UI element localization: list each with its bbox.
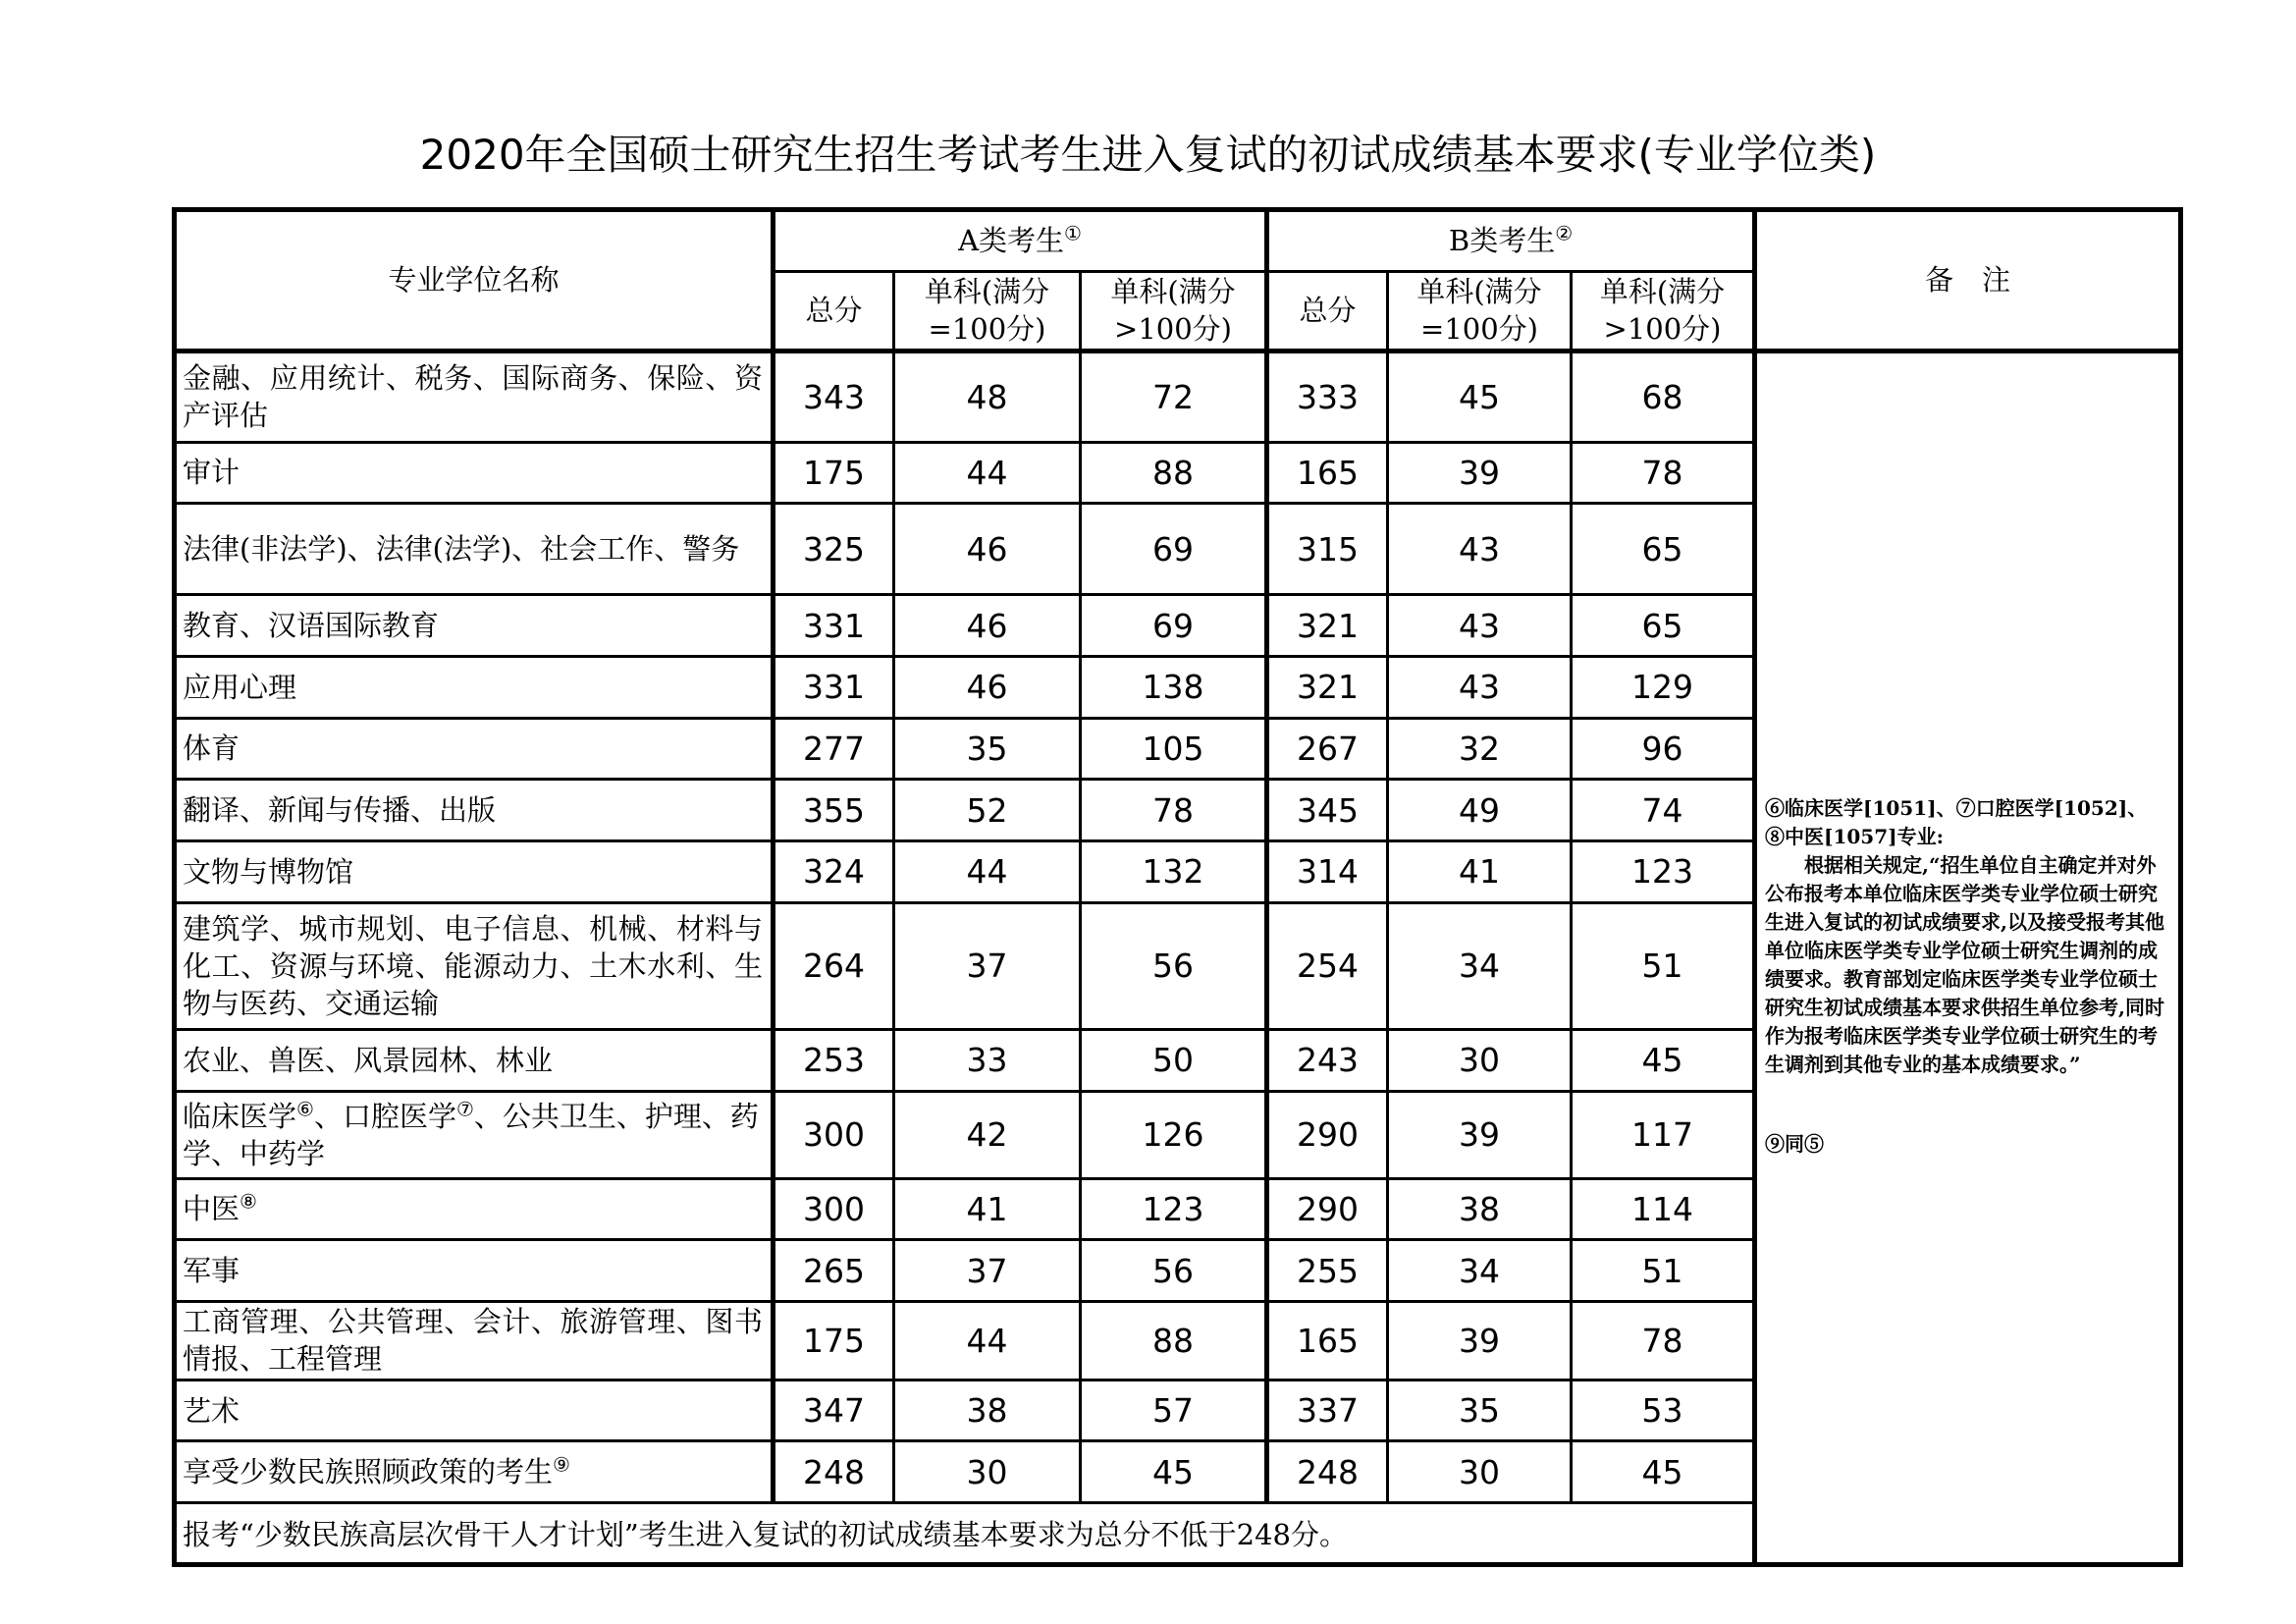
header-a-single-100 [894, 271, 1081, 351]
row-degree-name: 体育 [175, 718, 774, 780]
score-a-single-gt100: 88 [1081, 1301, 1267, 1380]
score-b-total: 321 [1267, 656, 1388, 718]
score-b-single-gt100: 123 [1572, 840, 1755, 902]
group-a-label: A类考生 [958, 224, 1065, 258]
row-degree-name: 建筑学、城市规划、电子信息、机械、材料与化工、资源与环境、能源动力、土木水利、生物与医药、交通运输 [175, 902, 774, 1029]
score-b-total: 321 [1267, 595, 1388, 657]
score-a-single-100: 52 [894, 780, 1081, 841]
score-a-single-100: 48 [894, 351, 1081, 442]
score-a-single-gt100: 123 [1081, 1178, 1267, 1240]
row-degree-name: 教育、汉语国际教育 [175, 595, 774, 657]
score-b-single-gt100: 65 [1572, 504, 1755, 595]
header-a-single-gt100-line1: 单科(满分 [1110, 275, 1236, 309]
score-b-total: 333 [1267, 351, 1388, 442]
header-group-a [774, 210, 1267, 272]
name-text: 、口腔医学 [313, 1099, 456, 1133]
score-a-single-100: 44 [894, 442, 1081, 504]
score-a-single-gt100: 78 [1081, 780, 1267, 841]
footnote-mark: ⑦ [455, 1096, 474, 1120]
score-b-single-gt100: 114 [1572, 1178, 1755, 1240]
score-a-single-gt100: 132 [1081, 840, 1267, 902]
score-a-single-gt100: 138 [1081, 656, 1267, 718]
score-a-total: 325 [774, 504, 894, 595]
header-b-total: 总分 [1267, 271, 1388, 351]
score-b-single-gt100: 45 [1572, 1029, 1755, 1091]
row-degree-name [175, 1091, 774, 1178]
score-a-single-gt100: 45 [1081, 1441, 1267, 1503]
score-a-single-100: 44 [894, 1301, 1081, 1380]
name-text: 享受少数民族照顾政策的考生 [183, 1455, 554, 1489]
score-a-total: 253 [774, 1029, 894, 1091]
score-b-single-gt100: 45 [1572, 1441, 1755, 1503]
score-a-single-gt100: 69 [1081, 504, 1267, 595]
row-degree-name: 金融、应用统计、税务、国际商务、保险、资产评估 [175, 351, 774, 442]
remarks-text [1757, 757, 2178, 1159]
score-b-single-gt100: 96 [1572, 718, 1755, 780]
score-a-single-100: 38 [894, 1380, 1081, 1441]
score-b-single-100: 41 [1388, 840, 1572, 902]
score-a-total: 324 [774, 840, 894, 902]
score-a-single-100: 37 [894, 902, 1081, 1029]
score-b-single-gt100: 74 [1572, 780, 1755, 841]
group-b-footnote-mark: ② [1555, 221, 1574, 245]
row-degree-name: 翻译、新闻与传播、出版 [175, 780, 774, 841]
score-a-single-100: 35 [894, 718, 1081, 780]
score-b-single-100: 49 [1388, 780, 1572, 841]
score-a-single-gt100: 88 [1081, 442, 1267, 504]
score-a-single-100: 33 [894, 1029, 1081, 1091]
score-a-single-gt100: 126 [1081, 1091, 1267, 1178]
footnote-mark: ⑥ [296, 1096, 314, 1120]
footer-note: 报考“少数民族高层次骨干人才计划”考生进入复试的初试成绩基本要求为总分不低于248分。 [175, 1503, 1755, 1565]
score-b-single-100: 34 [1388, 1240, 1572, 1302]
name-text: 、公共卫生、护理、药学、中药学 [183, 1099, 759, 1170]
row-degree-name: 审计 [175, 442, 774, 504]
header-name-col: 专业学位名称 [175, 210, 774, 352]
row-degree-name: 应用心理 [175, 656, 774, 718]
score-b-single-gt100: 129 [1572, 656, 1755, 718]
score-a-single-gt100: 105 [1081, 718, 1267, 780]
score-b-total: 255 [1267, 1240, 1388, 1302]
score-b-total: 345 [1267, 780, 1388, 841]
score-a-total: 175 [774, 1301, 894, 1380]
score-b-single-100: 39 [1388, 1301, 1572, 1380]
row-degree-name: 军事 [175, 1240, 774, 1302]
header-b-single-gt100-line2: >100分) [1603, 312, 1722, 347]
score-a-total: 347 [774, 1380, 894, 1441]
score-b-total: 254 [1267, 902, 1388, 1029]
header-group-b [1267, 210, 1755, 272]
score-b-single-100: 45 [1388, 351, 1572, 442]
score-a-single-gt100: 72 [1081, 351, 1267, 442]
score-b-total: 267 [1267, 718, 1388, 780]
score-b-total: 315 [1267, 504, 1388, 595]
score-b-single-100: 43 [1388, 595, 1572, 657]
score-a-total: 277 [774, 718, 894, 780]
header-a-single-100-line1: 单科(满分 [924, 275, 1050, 309]
score-b-single-gt100: 51 [1572, 1240, 1755, 1302]
score-b-total: 314 [1267, 840, 1388, 902]
group-b-label: B类考生 [1448, 224, 1556, 258]
score-b-total: 290 [1267, 1091, 1388, 1178]
footnote-mark: ⑧ [240, 1189, 257, 1214]
score-b-single-gt100: 65 [1572, 595, 1755, 657]
score-table [172, 207, 2183, 1567]
score-b-single-gt100: 78 [1572, 1301, 1755, 1380]
score-b-total: 248 [1267, 1441, 1388, 1503]
score-a-total: 355 [774, 780, 894, 841]
score-a-single-gt100: 56 [1081, 902, 1267, 1029]
score-b-single-gt100: 53 [1572, 1380, 1755, 1441]
score-b-single-100: 39 [1388, 442, 1572, 504]
row-degree-name [175, 1178, 774, 1240]
score-a-single-100: 46 [894, 656, 1081, 718]
score-a-total: 248 [774, 1441, 894, 1503]
score-a-total: 264 [774, 902, 894, 1029]
score-b-single-gt100: 78 [1572, 442, 1755, 504]
score-b-single-100: 34 [1388, 902, 1572, 1029]
score-a-single-100: 41 [894, 1178, 1081, 1240]
score-a-single-gt100: 50 [1081, 1029, 1267, 1091]
score-b-single-100: 43 [1388, 656, 1572, 718]
score-a-total: 265 [774, 1240, 894, 1302]
score-a-single-100: 30 [894, 1441, 1081, 1503]
score-a-total: 343 [774, 351, 894, 442]
score-a-single-100: 46 [894, 504, 1081, 595]
header-a-single-gt100-line2: >100分) [1114, 312, 1232, 347]
remark-body: 根据相关规定,“招生单位自主确定并对外公布报考本单位临床医学类专业学位硕士研究生进入复试的初试成绩要求,以及接受报考其他单位临床医学类专业学位硕士研究生调剂的成绩要求。教育部划定临床医学类专业学位硕士研究生初试成绩基本要求供招生单位参考,同时作为报考临床医学类专业学位硕士研究生的考生调剂到其他专业的基本成绩要求。” [1765, 852, 2164, 1076]
name-text: 临床医学 [183, 1099, 297, 1133]
row-degree-name [175, 1441, 774, 1503]
score-a-single-100: 42 [894, 1091, 1081, 1178]
score-b-single-100: 30 [1388, 1029, 1572, 1091]
remarks-cell [1755, 351, 2181, 1564]
remark-line2: ⑨同⑤ [1765, 1131, 1825, 1156]
header-a-single-100-line2: =100分) [928, 312, 1046, 347]
score-b-total: 165 [1267, 1301, 1388, 1380]
score-b-total: 337 [1267, 1380, 1388, 1441]
header-b-single-gt100-line1: 单科(满分 [1599, 275, 1726, 309]
score-b-single-gt100: 117 [1572, 1091, 1755, 1178]
score-a-single-100: 37 [894, 1240, 1081, 1302]
remark-line1: ⑥临床医学[1051]、⑦口腔医学[1052]、⑧中医[1057]专业: [1765, 795, 2148, 848]
score-b-single-100: 32 [1388, 718, 1572, 780]
score-b-total: 243 [1267, 1029, 1388, 1091]
score-a-total: 300 [774, 1091, 894, 1178]
score-b-single-100: 38 [1388, 1178, 1572, 1240]
row-degree-name: 农业、兽医、风景园林、林业 [175, 1029, 774, 1091]
score-a-total: 175 [774, 442, 894, 504]
header-a-total: 总分 [774, 271, 894, 351]
score-a-single-100: 44 [894, 840, 1081, 902]
header-b-single-100-line1: 单科(满分 [1416, 275, 1542, 309]
score-b-single-100: 35 [1388, 1380, 1572, 1441]
score-a-total: 300 [774, 1178, 894, 1240]
score-a-total: 331 [774, 595, 894, 657]
header-b-single-100-line2: =100分) [1420, 312, 1538, 347]
name-text: 中医 [183, 1192, 240, 1226]
group-a-footnote-mark: ① [1064, 221, 1082, 245]
row-degree-name: 艺术 [175, 1380, 774, 1441]
score-b-single-100: 30 [1388, 1441, 1572, 1503]
score-b-single-gt100: 51 [1572, 902, 1755, 1029]
score-b-total: 165 [1267, 442, 1388, 504]
page-title: 2020年全国硕士研究生招生考试考生进入复试的初试成绩基本要求(专业学位类) [419, 131, 1877, 179]
score-a-single-gt100: 56 [1081, 1240, 1267, 1302]
header-a-single-gt100 [1081, 271, 1267, 351]
score-b-single-100: 39 [1388, 1091, 1572, 1178]
score-b-single-gt100: 68 [1572, 351, 1755, 442]
row-degree-name: 文物与博物馆 [175, 840, 774, 902]
header-b-single-100 [1388, 271, 1572, 351]
score-a-single-100: 46 [894, 595, 1081, 657]
score-b-single-100: 43 [1388, 504, 1572, 595]
table-row [175, 351, 2181, 442]
score-a-single-gt100: 57 [1081, 1380, 1267, 1441]
score-a-single-gt100: 69 [1081, 595, 1267, 657]
score-b-total: 290 [1267, 1178, 1388, 1240]
header-b-single-gt100 [1572, 271, 1755, 351]
score-a-total: 331 [774, 656, 894, 718]
header-remark-col: 备 注 [1755, 210, 2181, 352]
row-degree-name: 工商管理、公共管理、会计、旅游管理、图书情报、工程管理 [175, 1301, 774, 1380]
row-degree-name: 法律(非法学)、法律(法学)、社会工作、警务 [175, 504, 774, 595]
footnote-mark: ⑨ [553, 1452, 570, 1477]
